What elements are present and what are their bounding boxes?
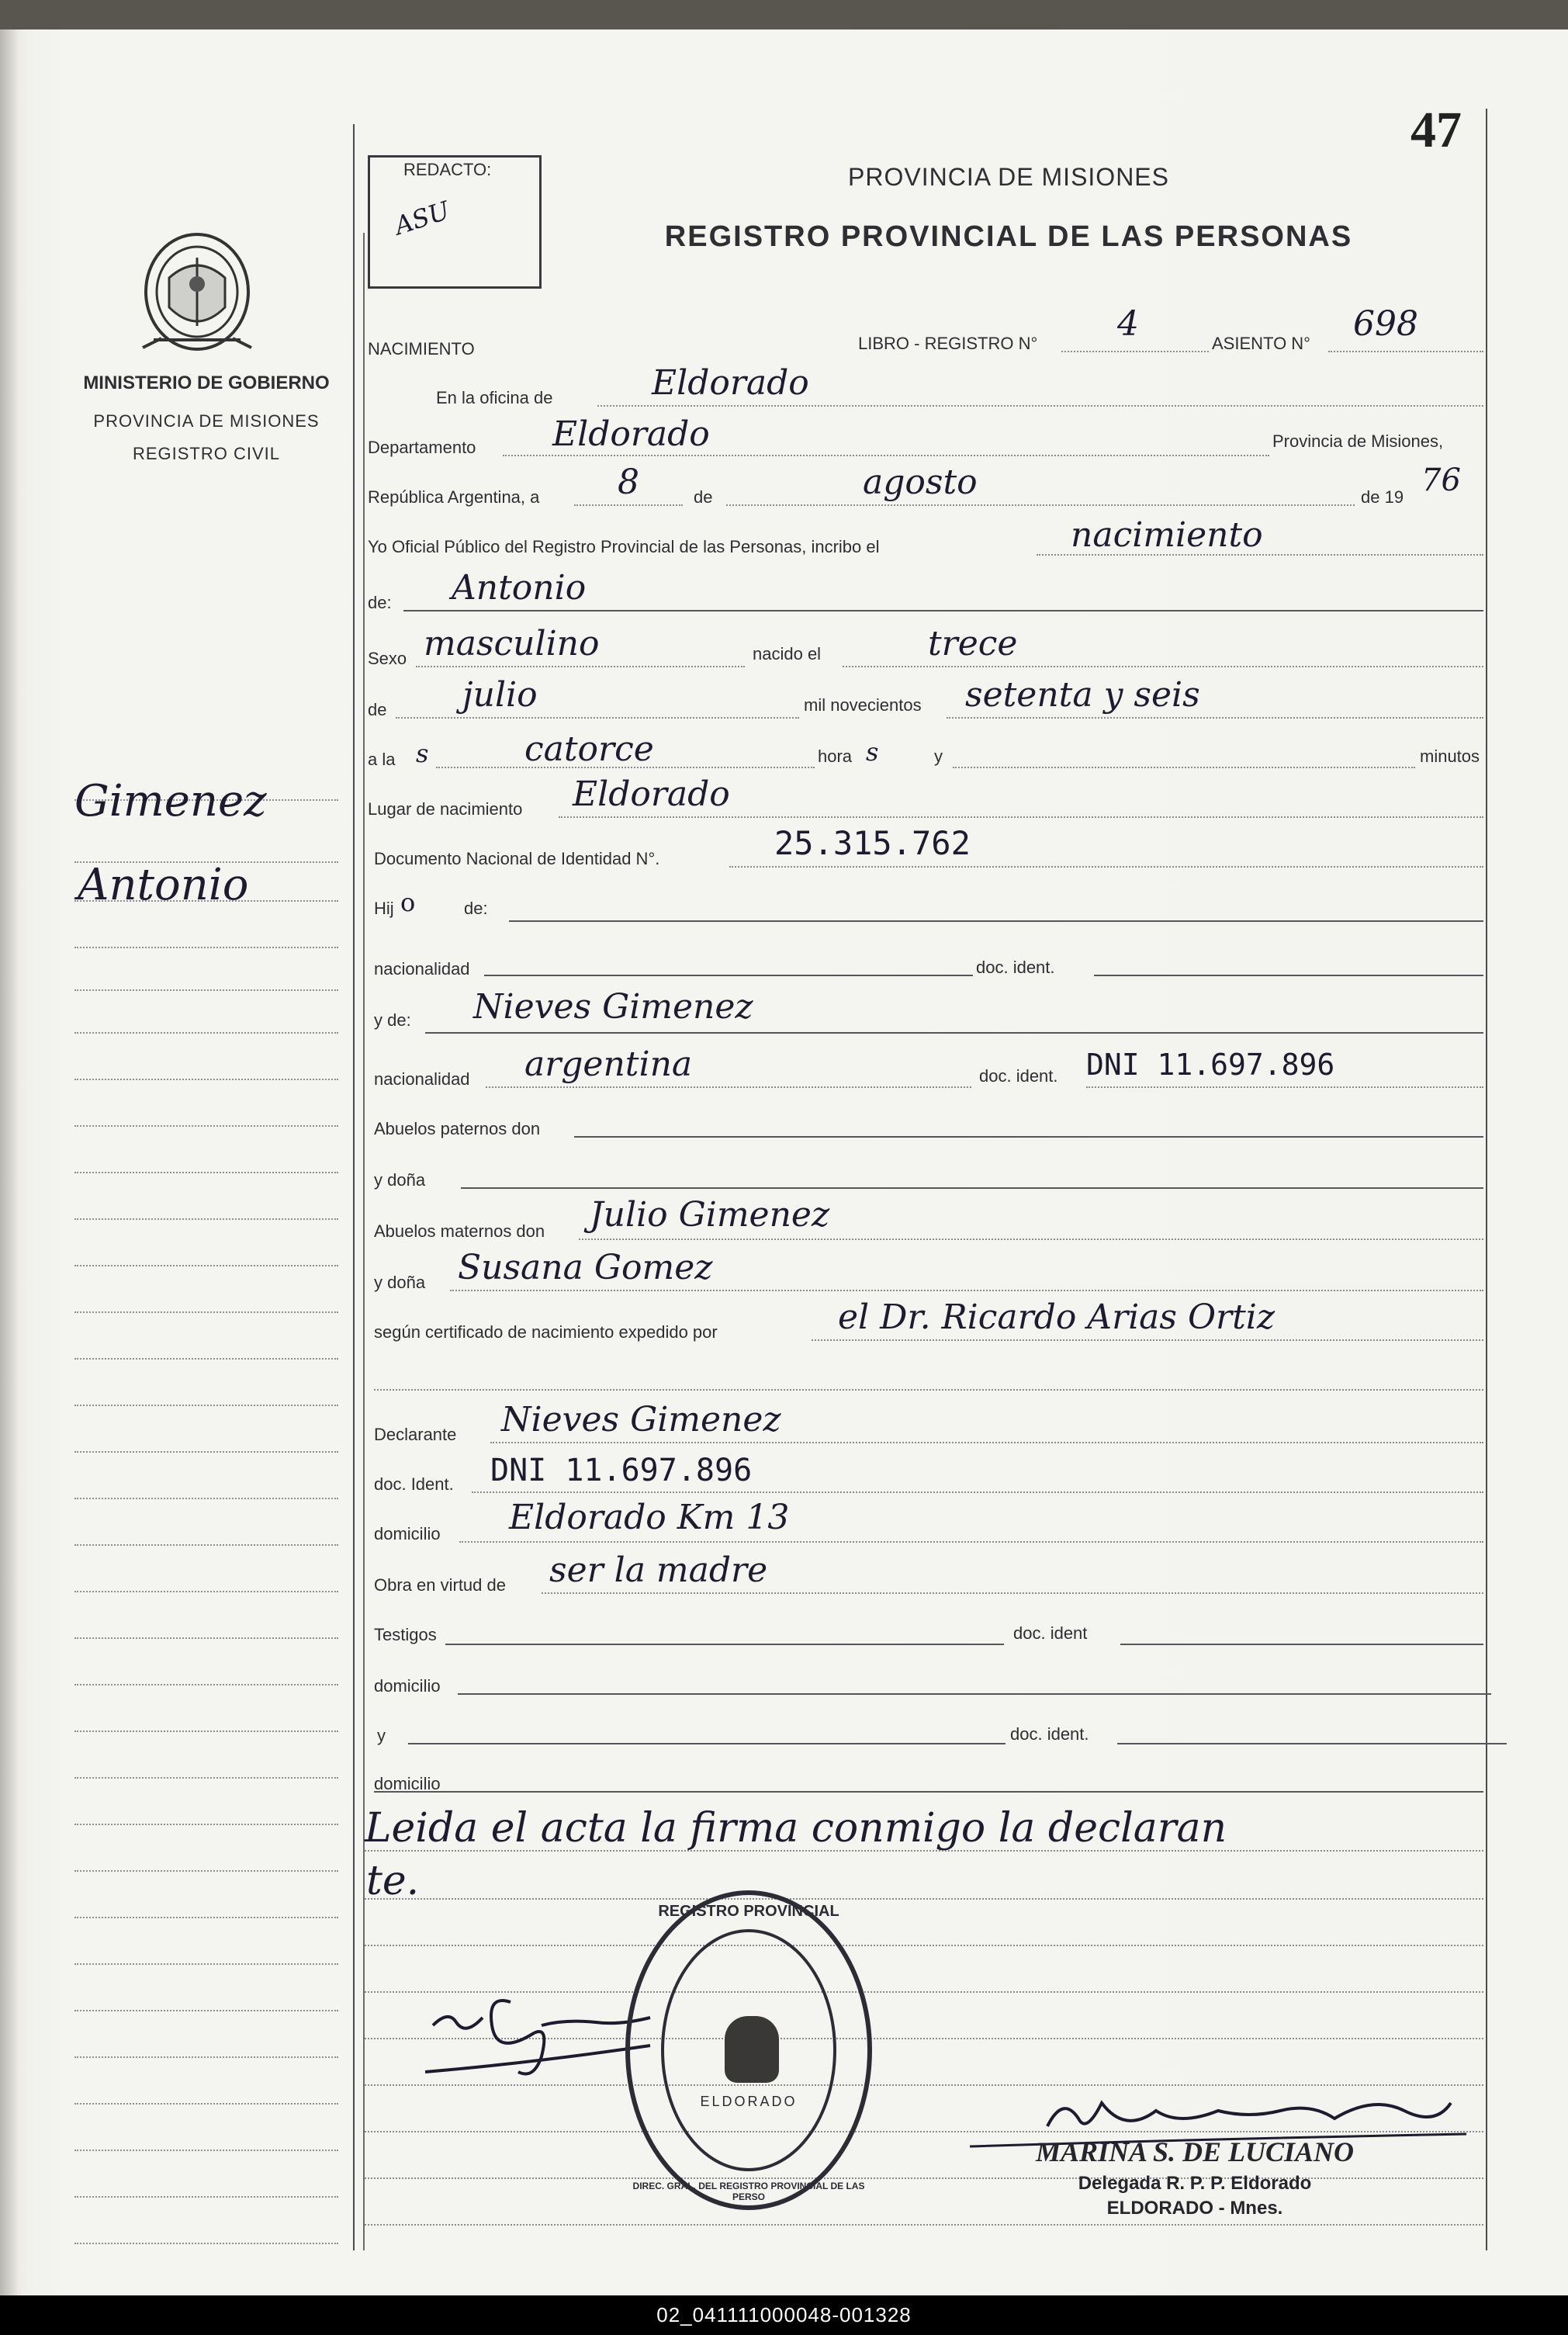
hijo-de-label: de:: [464, 899, 488, 918]
form-left-border: [353, 124, 355, 2250]
testigos-line: [445, 1644, 1004, 1645]
testigo2-doc-label: doc. ident.: [1010, 1724, 1089, 1744]
abuela-paterna-line: [461, 1187, 1483, 1189]
libro-value: 4: [1117, 304, 1139, 344]
abuela-paterna-label: y doña: [374, 1170, 426, 1190]
margin-rule: [74, 1405, 338, 1406]
coat-of-arms-icon: [138, 230, 256, 352]
declarante-doc-value: DNI 11.697.896: [490, 1453, 753, 1488]
libro-line: [1061, 351, 1209, 352]
certificado-line-2: [374, 1389, 1483, 1391]
form-left-border-inner: [363, 233, 365, 2250]
margin-rule: [74, 1730, 338, 1732]
certificado-label: según certificado de nacimiento expedido por: [374, 1322, 718, 1342]
mother-value: Nieves Gimenez: [473, 987, 753, 1027]
y-label: y: [934, 747, 943, 766]
name-line: [403, 610, 1483, 611]
officer-place: ELDORADO - Mnes.: [1106, 2198, 1283, 2219]
day-value: 8: [618, 462, 639, 502]
mil-line: [947, 717, 1483, 719]
margin-rule: [74, 2196, 338, 2198]
birth-month-de-label: de: [368, 700, 387, 719]
sexo-value: masculino: [424, 624, 600, 663]
testigo2-domicilio-label: domicilio: [374, 1774, 441, 1793]
a-las-suffix: s: [416, 739, 429, 768]
margin-rule: [74, 1963, 338, 1965]
obra-line: [542, 1592, 1483, 1594]
testigo-doc-line: [1120, 1644, 1483, 1645]
abuelos-paternos-label: Abuelos paternos don: [374, 1119, 541, 1138]
de-label: de: [694, 487, 713, 507]
margin-rule: [74, 2243, 338, 2244]
officer-role: Delegada R. P. P. Eldorado: [1078, 2173, 1312, 2194]
mother-line: [425, 1032, 1483, 1034]
margin-rule: [74, 1218, 338, 1220]
horas-suffix: s: [866, 737, 879, 767]
mil-label: mil novecientos: [804, 695, 922, 715]
abuelos-paternos-line: [574, 1136, 1483, 1138]
seal-crest-icon: [725, 2016, 779, 2083]
testigo2-y-label: y: [377, 1726, 386, 1745]
horas-label: hora: [818, 747, 853, 766]
oficina-label: En la oficina de: [436, 388, 553, 407]
declarant-signature: [425, 1971, 658, 2095]
oficina-line: [597, 405, 1483, 407]
birth-month-line: [396, 717, 799, 719]
margin-rule: [74, 1265, 338, 1266]
margin-rule: [74, 989, 338, 991]
father-nacionalidad-line: [484, 975, 973, 976]
departamento-line: [503, 455, 1269, 456]
seal-inner-ring: [661, 1929, 836, 2171]
seal-top-text: REGISTRO PROVINCIAL: [658, 1903, 839, 1920]
testigo-domicilio-line: [458, 1693, 1491, 1695]
margin-rule: [74, 1451, 338, 1453]
nacido-line: [843, 666, 1483, 667]
father-doc-label: doc. ident.: [976, 958, 1055, 977]
oficial-value: nacimiento: [1071, 515, 1263, 555]
margin-surname: Gimenez: [74, 776, 267, 826]
birth-month-value: julio: [462, 675, 538, 715]
margin-rule: [74, 1824, 338, 1825]
blank-line: [365, 1945, 1483, 1946]
lugar-label: Lugar de nacimiento: [368, 799, 523, 819]
seal-bottom-text: DIREC. GRAL. DEL REGISTRO PROVINCIAL DE LAS PERSO: [632, 2181, 865, 2202]
margin-rule: [74, 2150, 338, 2151]
obra-label: Obra en virtud de: [374, 1575, 506, 1595]
name-de-label: de:: [368, 593, 392, 612]
margin-rule: [74, 1637, 338, 1639]
father-nacionalidad-label: nacionalidad: [374, 959, 470, 979]
departamento-value: Eldorado: [552, 414, 710, 454]
oficial-label: Yo Oficial Público del Registro Provincial de las Personas, incribo el: [368, 537, 880, 556]
certificado-value: el Dr. Ricardo Arias Ortiz: [838, 1297, 1276, 1337]
margin-rule: [74, 1777, 338, 1779]
dni-label: Documento Nacional de Identidad N°.: [374, 849, 660, 868]
seal-city: ELDORADO: [700, 2094, 798, 2109]
testigo2-doc-line: [1117, 1743, 1507, 1744]
margin-rule: [74, 1079, 338, 1080]
margin-rule: [74, 1498, 338, 1499]
minutes-line: [953, 767, 1415, 768]
redacto-initials: ASU: [390, 195, 454, 241]
mother-doc-value: DNI 11.697.896: [1086, 1048, 1335, 1082]
certificado-line: [812, 1339, 1483, 1341]
margin-rule: [74, 2010, 338, 2011]
province-label: PROVINCIA DE MISIONES: [93, 411, 320, 431]
day-line: [574, 504, 683, 506]
record-type-label: NACIMIENTO: [368, 339, 475, 359]
margin-rule: [74, 1358, 338, 1360]
margin-rule: [74, 1544, 338, 1546]
margin-rule: [74, 947, 338, 948]
mother-doc-label: doc. ident.: [979, 1066, 1058, 1086]
margin-rule: [74, 1870, 338, 1872]
child-name: Antonio: [452, 568, 587, 608]
month-line: [726, 504, 1355, 506]
closing-statement-line2: te.: [366, 1858, 420, 1904]
margin-rule: [74, 1172, 338, 1173]
margin-given-name: Antonio: [78, 860, 249, 910]
abuelos-maternos-label: Abuelos maternos don: [374, 1221, 545, 1241]
mother-nacionalidad-label: nacionalidad: [374, 1069, 470, 1089]
margin-rule: [74, 1591, 338, 1592]
mil-value: setenta y seis: [965, 675, 1200, 715]
abuela-materna-value: Susana Gomez: [458, 1248, 713, 1287]
month-value: agosto: [863, 462, 978, 502]
registry-label: REGISTRO CIVIL: [132, 444, 281, 463]
mother-doc-line: [1086, 1086, 1483, 1088]
testigo-domicilio-label: domicilio: [374, 1676, 441, 1696]
lugar-line: [559, 816, 1483, 818]
testigo2-domicilio-line: [374, 1791, 1483, 1793]
mother-nacionalidad-value: argentina: [524, 1045, 693, 1084]
page-number: 47: [1411, 102, 1462, 158]
form-right-border: [1486, 109, 1487, 2250]
declarante-doc-label: doc. Ident.: [374, 1474, 454, 1494]
registry-seal: [625, 1890, 872, 2210]
testigos-label: Testigos: [374, 1625, 437, 1644]
year-label: de 19: [1361, 487, 1404, 507]
mother-label: y de:: [374, 1010, 411, 1030]
a-las-label: a la: [368, 750, 396, 769]
hour-value: catorce: [524, 729, 654, 769]
officer-name: MARINA S. DE LUCIANO: [1035, 2136, 1355, 2167]
margin-rule: [74, 2103, 338, 2105]
asiento-line: [1328, 351, 1483, 352]
asiento-label: ASIENTO N°: [1212, 334, 1310, 353]
declarante-value: Nieves Gimenez: [501, 1400, 781, 1439]
declarante-line: [490, 1442, 1483, 1443]
hijo-label: Hij: [374, 899, 394, 918]
abuela-materna-line: [450, 1290, 1483, 1291]
testigo2-line: [408, 1743, 1006, 1744]
nacido-label: nacido el: [753, 644, 822, 663]
year-value: 76: [1421, 462, 1461, 498]
abuelos-maternos-line: [579, 1239, 1483, 1240]
testigo-doc-label: doc. ident: [1013, 1623, 1088, 1643]
ministry-label: MINISTERIO DE GOBIERNO: [83, 372, 330, 393]
nacido-value: trece: [928, 624, 1018, 663]
province-title: PROVINCIA DE MISIONES: [848, 163, 1169, 191]
republica-label: República Argentina, a: [368, 487, 540, 507]
father-doc-line: [1094, 975, 1483, 976]
footer-code: 02_041111000048-001328: [0, 2295, 1568, 2335]
asiento-value: 698: [1353, 304, 1418, 344]
blank-line: [365, 2224, 1483, 2226]
margin-rule: [74, 1311, 338, 1313]
oficina-value: Eldorado: [652, 363, 809, 403]
book-spine: [0, 29, 17, 2295]
registry-title: REGISTRO PROVINCIAL DE LAS PERSONAS: [664, 220, 1353, 253]
closing-statement-line1: Leida el acta la firma conmigo la declaran: [365, 1805, 1227, 1852]
father-line: [509, 920, 1483, 922]
provincia-suffix: Provincia de Misiones,: [1272, 431, 1444, 451]
margin-rule: [74, 1125, 338, 1127]
mother-nacionalidad-line: [486, 1086, 971, 1088]
margin-rule: [74, 1917, 338, 1918]
departamento-label: Departamento: [368, 438, 476, 457]
dni-value: 25.315.762: [774, 824, 971, 862]
dni-line: [729, 866, 1483, 868]
lugar-value: Eldorado: [573, 774, 730, 814]
declarante-domicilio-value: Eldorado Km 13: [509, 1498, 790, 1537]
sexo-label: Sexo: [368, 649, 407, 668]
declarante-domicilio-label: domicilio: [374, 1524, 441, 1543]
abuelo-materno-value: Julio Gimenez: [590, 1195, 830, 1235]
book-top-edge: [0, 0, 1568, 31]
closing-line-1: [365, 1850, 1483, 1852]
declarante-label: Declarante: [374, 1425, 457, 1444]
minutos-label: minutos: [1420, 747, 1480, 766]
hijo-suffix: o: [400, 888, 416, 917]
sexo-line: [416, 666, 745, 667]
margin-rule: [74, 2056, 338, 2058]
margin-rule: [74, 1032, 338, 1034]
declarante-doc-line: [472, 1491, 1483, 1493]
margin-rule: [74, 1684, 338, 1685]
abuela-materna-label: y doña: [374, 1273, 426, 1292]
libro-label: LIBRO - REGISTRO N°: [858, 334, 1038, 353]
closing-line-2: [365, 1898, 1483, 1900]
redacto-label: REDACTO:: [403, 160, 492, 179]
declarante-domicilio-line: [459, 1541, 1483, 1543]
obra-value: ser la madre: [549, 1550, 768, 1590]
